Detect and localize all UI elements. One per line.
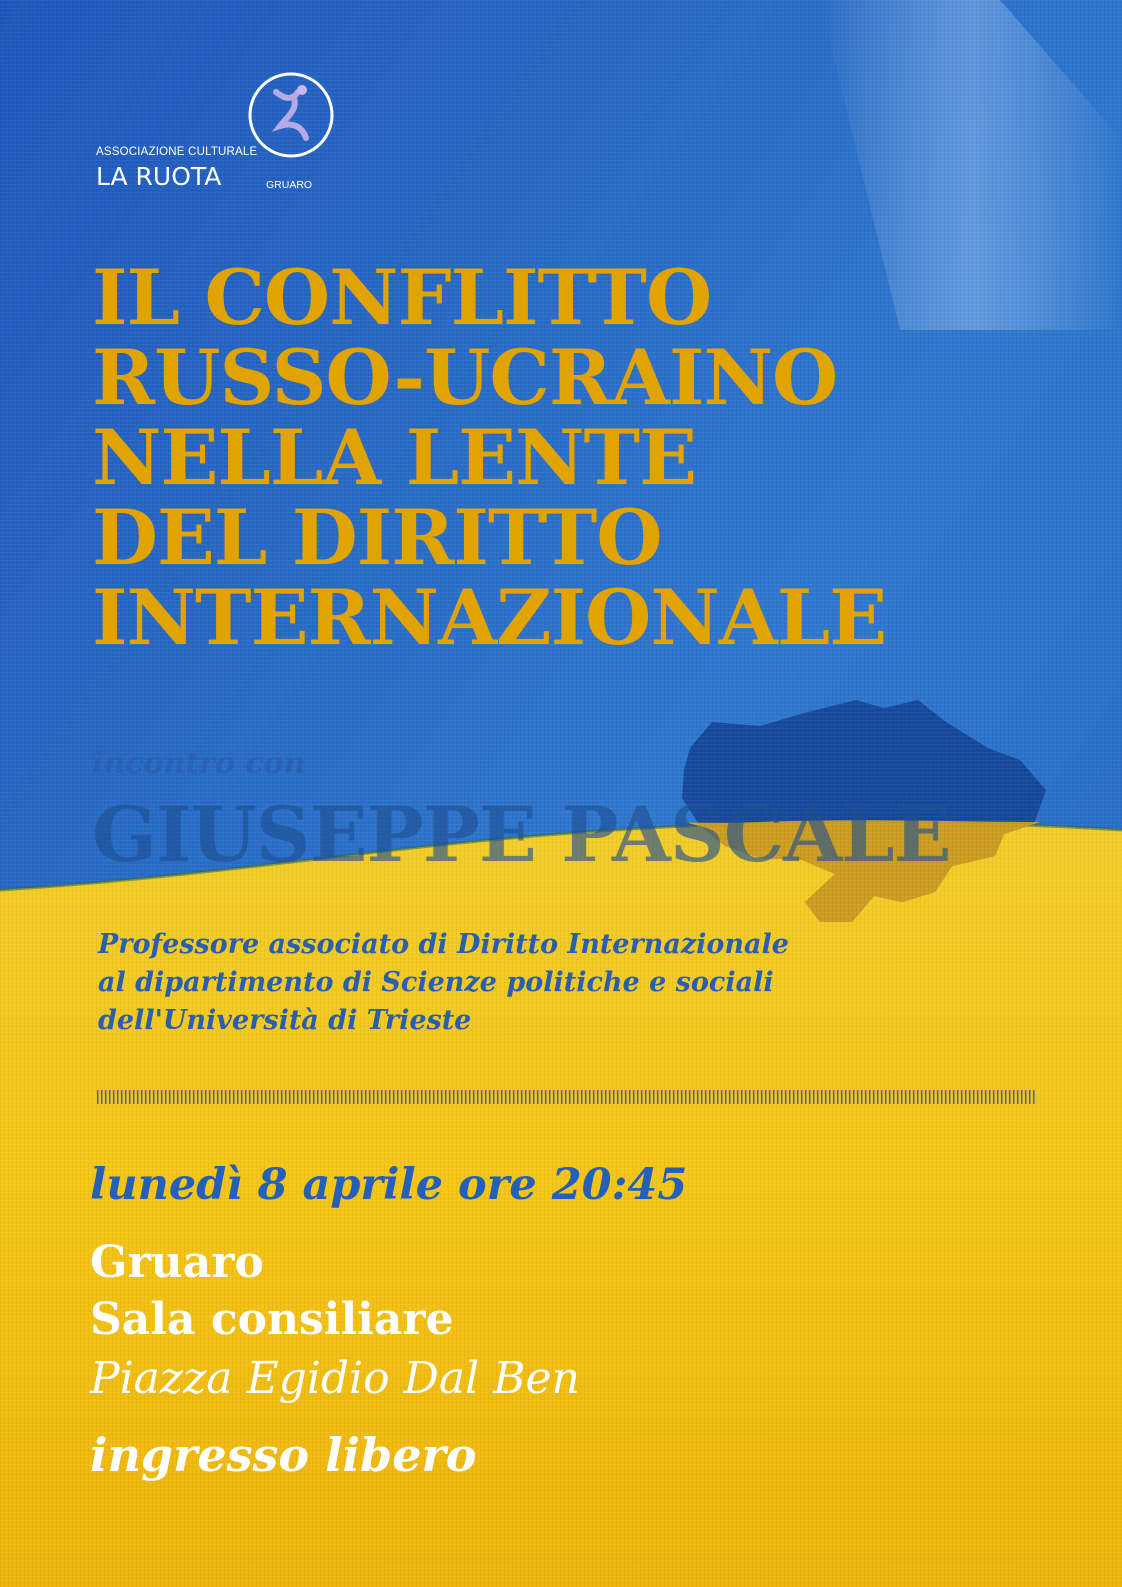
speaker-name: GIUSEPPE PASCALE: [92, 790, 951, 879]
title-line: DEL DIRITTO: [92, 493, 662, 582]
title-line: RUSSO-UCRAINO: [92, 333, 838, 422]
logo-name: LA RUOTA: [96, 162, 222, 191]
speaker-role: [98, 926, 789, 1040]
role-line: dell'Università di Trieste: [98, 1005, 472, 1036]
speaker-intro: incontro con: [92, 746, 306, 781]
title-line: NELLA LENTE: [92, 413, 697, 502]
title-line: INTERNAZIONALE: [92, 573, 887, 662]
logo-association-label: ASSOCIAZIONE CULTURALE: [96, 146, 258, 158]
event-date: lunedì 8 aprile ore 20:45: [90, 1160, 688, 1210]
event-title: [92, 253, 1052, 662]
event-hall: Sala consiliare: [90, 1294, 454, 1345]
event-city: Gruaro: [90, 1237, 264, 1288]
association-logo: [96, 70, 356, 200]
title-line: IL CONFLITTO: [92, 253, 712, 342]
dotted-divider: [97, 1090, 1035, 1104]
role-line: al dipartimento di Scienze politiche e sociali: [98, 967, 774, 998]
event-address: Piazza Egidio Dal Ben: [90, 1353, 580, 1404]
wheel-dancer-icon: [246, 70, 336, 160]
role-line: Professore associato di Diritto Internazionale: [98, 929, 789, 960]
entry-note: ingresso libero: [90, 1428, 477, 1482]
logo-city: GRUARO: [266, 179, 313, 191]
